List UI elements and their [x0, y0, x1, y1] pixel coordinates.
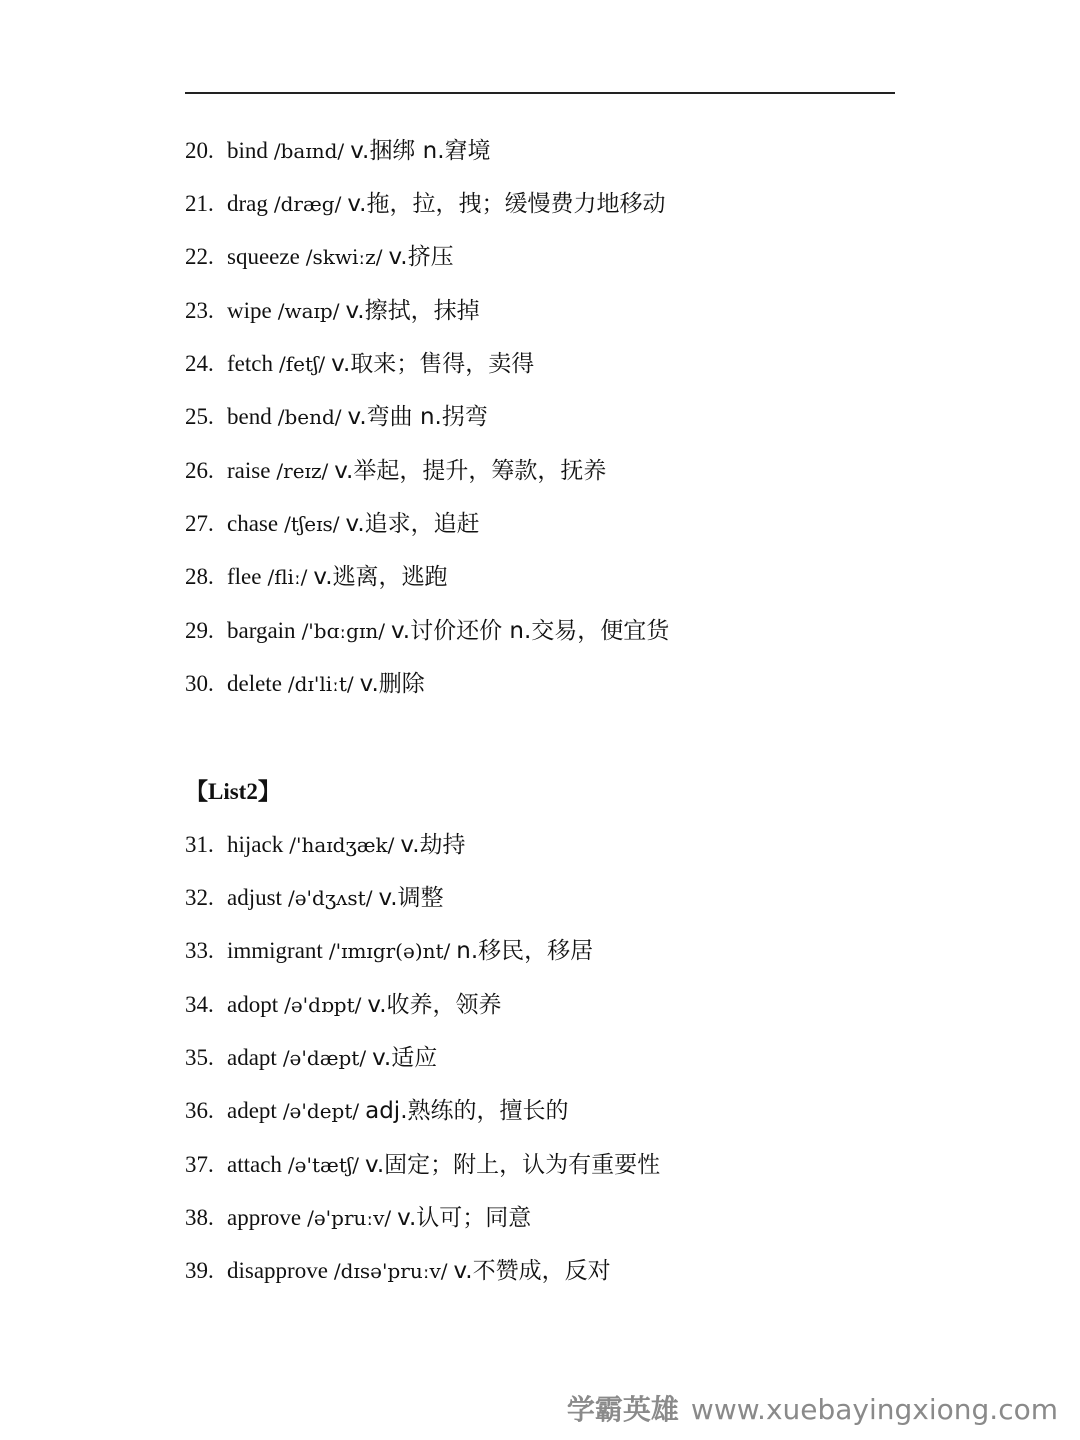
entry-meaning: v.擦拭，抹掉	[345, 298, 480, 324]
entry-phonetic: /dɪsə'pruːv/	[333, 1259, 448, 1283]
entry-number: 38.	[185, 1205, 214, 1230]
entry-word: approve	[227, 1205, 302, 1230]
entry-meaning: v.认可；同意	[397, 1205, 532, 1231]
entry-meaning: n.移民，移居	[456, 938, 594, 964]
entry-number: 37.	[185, 1152, 214, 1177]
entry-number: 39.	[185, 1258, 214, 1283]
list-item	[185, 240, 454, 274]
entry-word: bind	[227, 138, 268, 163]
entry-number: 24.	[185, 351, 214, 376]
entry-meaning: v.弯曲 n.拐弯	[347, 404, 488, 430]
entry-meaning: v.固定；附上，认为有重要性	[365, 1152, 661, 1178]
entry-meaning: v.挤压	[388, 244, 454, 270]
entry-meaning: v.删除	[359, 671, 425, 697]
list-item	[185, 134, 491, 168]
list-item	[185, 1148, 660, 1182]
entry-phonetic: /'haɪdʒæk/	[289, 833, 395, 857]
entry-number: 20.	[185, 138, 214, 163]
entry-phonetic: /baɪnd/	[273, 139, 345, 163]
entry-number: 30.	[185, 671, 214, 696]
entry-meaning: v.逃离，逃跑	[313, 564, 448, 590]
entry-phonetic: /dɪ'liːt/	[287, 672, 354, 696]
entry-number: 32.	[185, 885, 214, 910]
entry-word: squeeze	[227, 244, 300, 269]
entry-phonetic: /fetʃ/	[278, 352, 326, 376]
entry-phonetic: /skwiːz/	[305, 245, 383, 269]
entry-number: 28.	[185, 564, 214, 589]
entry-phonetic: /'bɑːgɪn/	[301, 619, 385, 643]
entry-number: 36.	[185, 1098, 214, 1123]
entry-word: adapt	[227, 1045, 277, 1070]
entry-number: 21.	[185, 191, 214, 216]
entry-meaning: v.取来；售得，卖得	[331, 351, 535, 377]
site-watermark	[567, 1392, 1058, 1428]
entry-number: 33.	[185, 938, 214, 963]
watermark-url: www.xuebayingxiong.com	[690, 1393, 1058, 1426]
entry-phonetic: /fliː/	[267, 565, 308, 589]
list-item	[185, 1254, 611, 1288]
list-item	[185, 454, 606, 488]
entry-meaning: v.适应	[372, 1045, 438, 1071]
entry-meaning: v.收养，领养	[367, 992, 502, 1018]
entry-meaning: v.调整	[378, 885, 444, 911]
entry-word: attach	[227, 1152, 282, 1177]
top-divider	[185, 92, 895, 94]
entry-meaning: v.讨价还价 n.交易，便宜货	[390, 618, 670, 644]
list-item	[185, 1094, 569, 1128]
entry-meaning: v.劫持	[400, 832, 466, 858]
entry-phonetic: /dræg/	[273, 192, 342, 216]
list-item	[185, 934, 593, 968]
list-item	[185, 881, 444, 915]
entry-word: immigrant	[227, 938, 323, 963]
entry-phonetic: /ə'tætʃ/	[287, 1153, 360, 1177]
entry-word: wipe	[227, 298, 272, 323]
section-heading-list2: 【List2】	[185, 779, 281, 804]
entry-phonetic: /ə'dʒʌst/	[287, 886, 373, 910]
entry-phonetic: /ə'dæpt/	[282, 1046, 367, 1070]
list-item	[185, 187, 665, 221]
list-item	[185, 1041, 437, 1075]
entry-meaning: v.捆绑 n.窘境	[350, 138, 491, 164]
entry-number: 25.	[185, 404, 214, 429]
list-item	[185, 614, 669, 648]
list-item	[185, 828, 466, 862]
entry-phonetic: /ə'dept/	[282, 1099, 360, 1123]
list-item	[185, 507, 480, 541]
list-item	[185, 988, 502, 1022]
entry-meaning: v.追求，追赶	[345, 511, 480, 537]
entry-phonetic: /waɪp/	[277, 299, 340, 323]
list-item	[185, 400, 488, 434]
entry-phonetic: /reɪz/	[276, 459, 329, 483]
entry-phonetic: /'ɪmɪgr(ə)nt/	[328, 939, 451, 963]
entry-word: fetch	[227, 351, 273, 376]
entry-word: adjust	[227, 885, 282, 910]
entry-phonetic: /tʃeɪs/	[284, 512, 340, 536]
entry-word: bargain	[227, 618, 296, 643]
entry-word: adopt	[227, 992, 279, 1017]
entry-number: 35.	[185, 1045, 214, 1070]
entry-phonetic: /bend/	[277, 405, 342, 429]
entry-word: flee	[227, 564, 262, 589]
list-item	[185, 560, 448, 594]
entry-word: adept	[227, 1098, 277, 1123]
entry-number: 23.	[185, 298, 214, 323]
entry-word: chase	[227, 511, 279, 536]
entry-word: hijack	[227, 832, 284, 857]
list-item	[185, 347, 534, 381]
watermark-brand: 学霸英雄	[566, 1393, 679, 1426]
entry-number: 34.	[185, 992, 214, 1017]
list-item	[185, 1201, 531, 1235]
entry-word: delete	[227, 671, 282, 696]
list-item	[185, 294, 480, 328]
list-item	[185, 667, 425, 701]
entry-meaning: v.不赞成，反对	[453, 1258, 611, 1284]
entry-number: 29.	[185, 618, 214, 643]
entry-number: 31.	[185, 832, 214, 857]
entry-number: 22.	[185, 244, 214, 269]
entry-word: bend	[227, 404, 272, 429]
entry-number: 26.	[185, 458, 214, 483]
entry-word: raise	[227, 458, 271, 483]
entry-word: disapprove	[227, 1258, 328, 1283]
entry-meaning: v.举起，提升，筹款，抚养	[334, 458, 607, 484]
entry-phonetic: /ə'dɒpt/	[284, 993, 362, 1017]
entry-meaning: adj.熟练的，擅长的	[365, 1098, 569, 1124]
entry-number: 27.	[185, 511, 214, 536]
entry-phonetic: /ə'pruːv/	[307, 1206, 392, 1230]
entry-word: drag	[227, 191, 268, 216]
entry-meaning: v.拖，拉，拽；缓慢费力地移动	[347, 191, 666, 217]
